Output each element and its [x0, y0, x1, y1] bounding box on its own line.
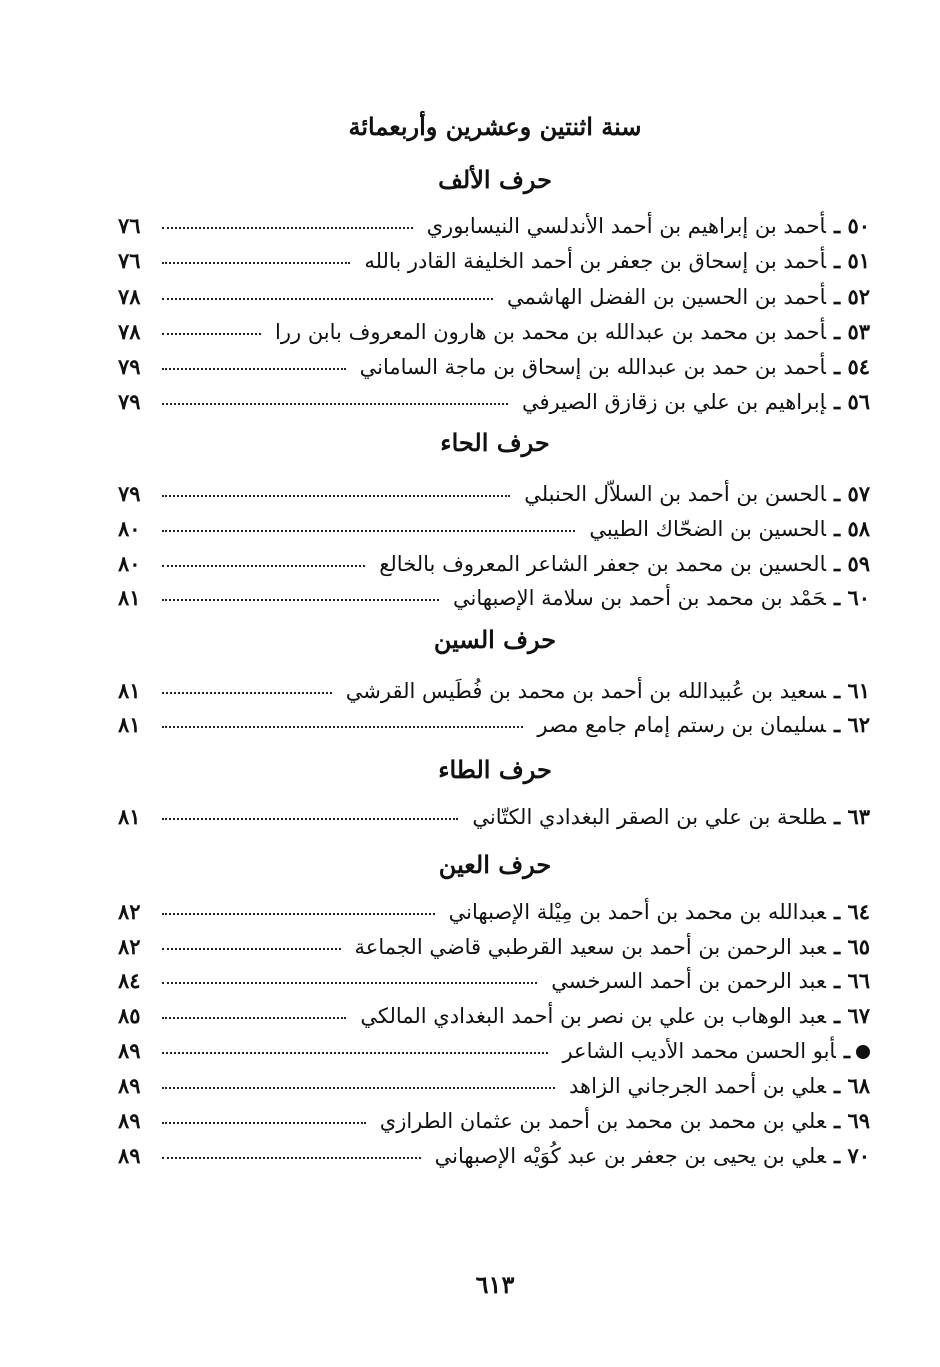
entry-number: ٧٠ ـ — [833, 1142, 870, 1168]
entry-label — [364, 248, 870, 273]
entry-title: الحسن بن أحمد بن السلاّل الحنبلي — [524, 481, 826, 506]
entry-title: عبد الوهاب بن علي بن نصر بن أحمد البغدادي المالكي — [360, 1003, 826, 1028]
entry-page-number: ٨١ — [118, 677, 141, 703]
entry-title: عبد الرحمن بن أحمد السرخسي — [551, 968, 826, 993]
entry-label — [360, 354, 870, 379]
section-heading: حرف الحاء — [440, 428, 550, 457]
toc-entry — [118, 1103, 870, 1137]
entry-label — [472, 804, 870, 829]
entry-title: حَمْد بن محمد بن أحمد بن سلامة الإصبهاني — [453, 585, 826, 610]
entry-page-number: ٧٨ — [118, 318, 141, 344]
entry-number: ٦٢ ـ — [833, 711, 870, 737]
entry-page-number: ٧٦ — [118, 247, 141, 273]
dot-leader — [162, 726, 523, 728]
section-heading: حرف السين — [433, 625, 557, 654]
entry-number: ٥٣ ـ — [833, 318, 870, 344]
entry-title: أحمد بن الحسين بن الفضل الهاشمي — [507, 284, 826, 309]
dot-leader — [162, 227, 413, 229]
entry-title: إبراهيم بن علي بن زقازق الصيرفي — [521, 389, 826, 414]
entry-title: طلحة بن علي بن الصقر البغدادي الكتّاني — [472, 804, 826, 829]
entry-number: ٦٥ ـ — [833, 933, 870, 959]
dot-leader — [162, 403, 508, 405]
entry-title: أحمد بن حمد بن عبدالله بن إسحاق بن ماجة الساماني — [359, 354, 826, 379]
toc-entry — [118, 707, 870, 741]
entry-number: ٦٣ ـ — [833, 803, 870, 829]
toc-entry — [118, 894, 870, 928]
entry-page-number: ٧٩ — [118, 480, 141, 506]
entry-page-number: ٨٢ — [118, 933, 141, 959]
entry-label — [522, 389, 870, 414]
entry-label — [449, 899, 870, 924]
entry-page-number: ٨٥ — [118, 1002, 141, 1028]
dot-leader — [162, 982, 537, 984]
entry-page-number: ٧٩ — [118, 388, 141, 414]
dot-leader — [162, 1157, 421, 1159]
entry-title: علي بن يحيى بن جعفر بن عبد كُوَيْه الإصبهاني — [434, 1143, 826, 1168]
entry-number: ٦٧ ـ — [833, 1002, 870, 1028]
toc-entry — [118, 580, 870, 614]
entry-number: ٥٢ ـ — [833, 283, 870, 309]
entry-page-number: ٧٩ — [118, 353, 141, 379]
entry-label — [537, 712, 870, 737]
entry-title: أحمد بن محمد بن عبدالله بن محمد بن هارون المعروف بابن ررا — [275, 319, 826, 344]
entry-title: الحسين بن محمد بن جعفر الشاعر المعروف بالخالع — [379, 551, 826, 576]
entry-title: أحمد بن إبراهيم بن أحمد الأندلسي النيسابوري — [426, 213, 826, 238]
entry-label — [589, 516, 870, 541]
entry-label — [380, 1108, 870, 1133]
entry-page-number: ٨٤ — [118, 967, 141, 993]
entry-number: ٥١ ـ — [833, 247, 870, 273]
entry-label — [507, 284, 870, 309]
toc-entry — [118, 384, 870, 418]
entry-page-number: ٨٩ — [118, 1037, 141, 1063]
entry-page-number: ٨٩ — [118, 1107, 141, 1133]
entry-page-number: ٨٠ — [118, 550, 141, 576]
entry-label — [346, 678, 870, 703]
section-heading: حرف الطاء — [438, 755, 552, 784]
entry-title: أبو الحسن محمد الأديب الشاعر — [562, 1038, 836, 1063]
entry-label — [379, 551, 870, 576]
entry-number: ٦٠ ـ — [833, 584, 870, 610]
dot-leader — [162, 1052, 548, 1054]
entry-number: ـ — [843, 1037, 850, 1063]
toc-entry — [118, 279, 870, 313]
entry-number: ٥٧ ـ — [833, 480, 870, 506]
entry-page-number: ٨٠ — [118, 515, 141, 541]
toc-entry — [118, 1138, 870, 1172]
dot-leader — [162, 913, 435, 915]
entry-number: ٦١ ـ — [833, 677, 870, 703]
dot-leader — [162, 1017, 346, 1019]
entry-label — [551, 968, 870, 993]
toc-entry — [118, 1068, 870, 1102]
entry-page-number: ٧٨ — [118, 283, 141, 309]
page-title: سنة اثنتين وعشرين وأربعمائة — [348, 112, 642, 141]
entry-title: سعيد بن عُبيدالله بن أحمد بن محمد بن فُطَيس القرشي — [345, 678, 826, 703]
entry-page-number: ٨٩ — [118, 1072, 141, 1098]
dot-leader — [162, 368, 346, 370]
entry-label — [524, 481, 870, 506]
dot-leader — [162, 530, 575, 532]
entry-number: ٥٠ ـ — [833, 212, 870, 238]
entry-number: ٦٦ ـ — [833, 967, 870, 993]
entry-number: ٥٦ ـ — [833, 388, 870, 414]
entry-label — [275, 319, 870, 344]
entry-title: علي بن أحمد الجرجاني الزاهد — [569, 1073, 826, 1098]
entry-title: الحسين بن الضحّاك الطيبي — [589, 516, 826, 541]
entry-label — [562, 1038, 870, 1063]
page-number: ٦١٣ — [475, 1270, 515, 1299]
section-heading: حرف الألف — [438, 165, 552, 194]
entry-page-number: ٨١ — [118, 711, 141, 737]
dot-leader — [162, 333, 261, 335]
dot-leader — [162, 1087, 555, 1089]
toc-entry — [118, 673, 870, 707]
dot-leader — [162, 692, 332, 694]
dot-leader — [162, 495, 510, 497]
entry-title: سليمان بن رستم إمام جامع مصر — [537, 712, 826, 737]
entry-page-number: ٧٦ — [118, 212, 141, 238]
entry-title: عبدالله بن محمد بن أحمد بن مِيْلة الإصبهاني — [448, 899, 826, 924]
section-heading: حرف العين — [438, 850, 552, 879]
entry-page-number: ٨١ — [118, 803, 141, 829]
entry-number: ٦٤ ـ — [833, 898, 870, 924]
entry-label — [569, 1073, 870, 1098]
dot-leader — [162, 948, 341, 950]
entry-label — [427, 213, 870, 238]
dot-leader — [162, 1122, 366, 1124]
toc-entry — [118, 314, 870, 348]
entry-number: ٥٤ ـ — [833, 353, 870, 379]
dot-leader — [162, 262, 350, 264]
toc-entry — [118, 476, 870, 510]
toc-entry — [118, 243, 870, 277]
toc-entry — [118, 349, 870, 383]
entry-number: ٥٨ ـ — [833, 515, 870, 541]
entry-page-number: ٨٢ — [118, 898, 141, 924]
toc-entry — [118, 208, 870, 242]
toc-entry — [118, 511, 870, 545]
dot-leader — [162, 298, 493, 300]
entry-title: علي بن محمد بن محمد بن أحمد بن عثمان الطرازي — [379, 1108, 826, 1133]
entry-label — [453, 585, 870, 610]
entry-title: أحمد بن إسحاق بن جعفر بن أحمد الخليفة القادر بالله — [364, 248, 826, 273]
entry-label — [435, 1143, 870, 1168]
dot-leader — [162, 818, 458, 820]
dot-leader — [162, 599, 439, 601]
toc-entry — [118, 998, 870, 1032]
dot-leader — [162, 565, 365, 567]
toc-entry — [118, 1033, 870, 1067]
bullet-icon — [856, 1045, 870, 1059]
entry-number: ٦٩ ـ — [833, 1107, 870, 1133]
entry-label — [360, 1003, 870, 1028]
toc-entry — [118, 963, 870, 997]
entry-label — [355, 934, 870, 959]
toc-entry — [118, 546, 870, 580]
toc-entry — [118, 799, 870, 833]
entry-number: ٥٩ ـ — [833, 550, 870, 576]
entry-page-number: ٨١ — [118, 584, 141, 610]
entry-title: عبد الرحمن بن أحمد بن سعيد القرطبي قاضي الجماعة — [354, 934, 826, 959]
entry-number: ٦٨ ـ — [833, 1072, 870, 1098]
entry-page-number: ٨٩ — [118, 1142, 141, 1168]
toc-entry — [118, 929, 870, 963]
